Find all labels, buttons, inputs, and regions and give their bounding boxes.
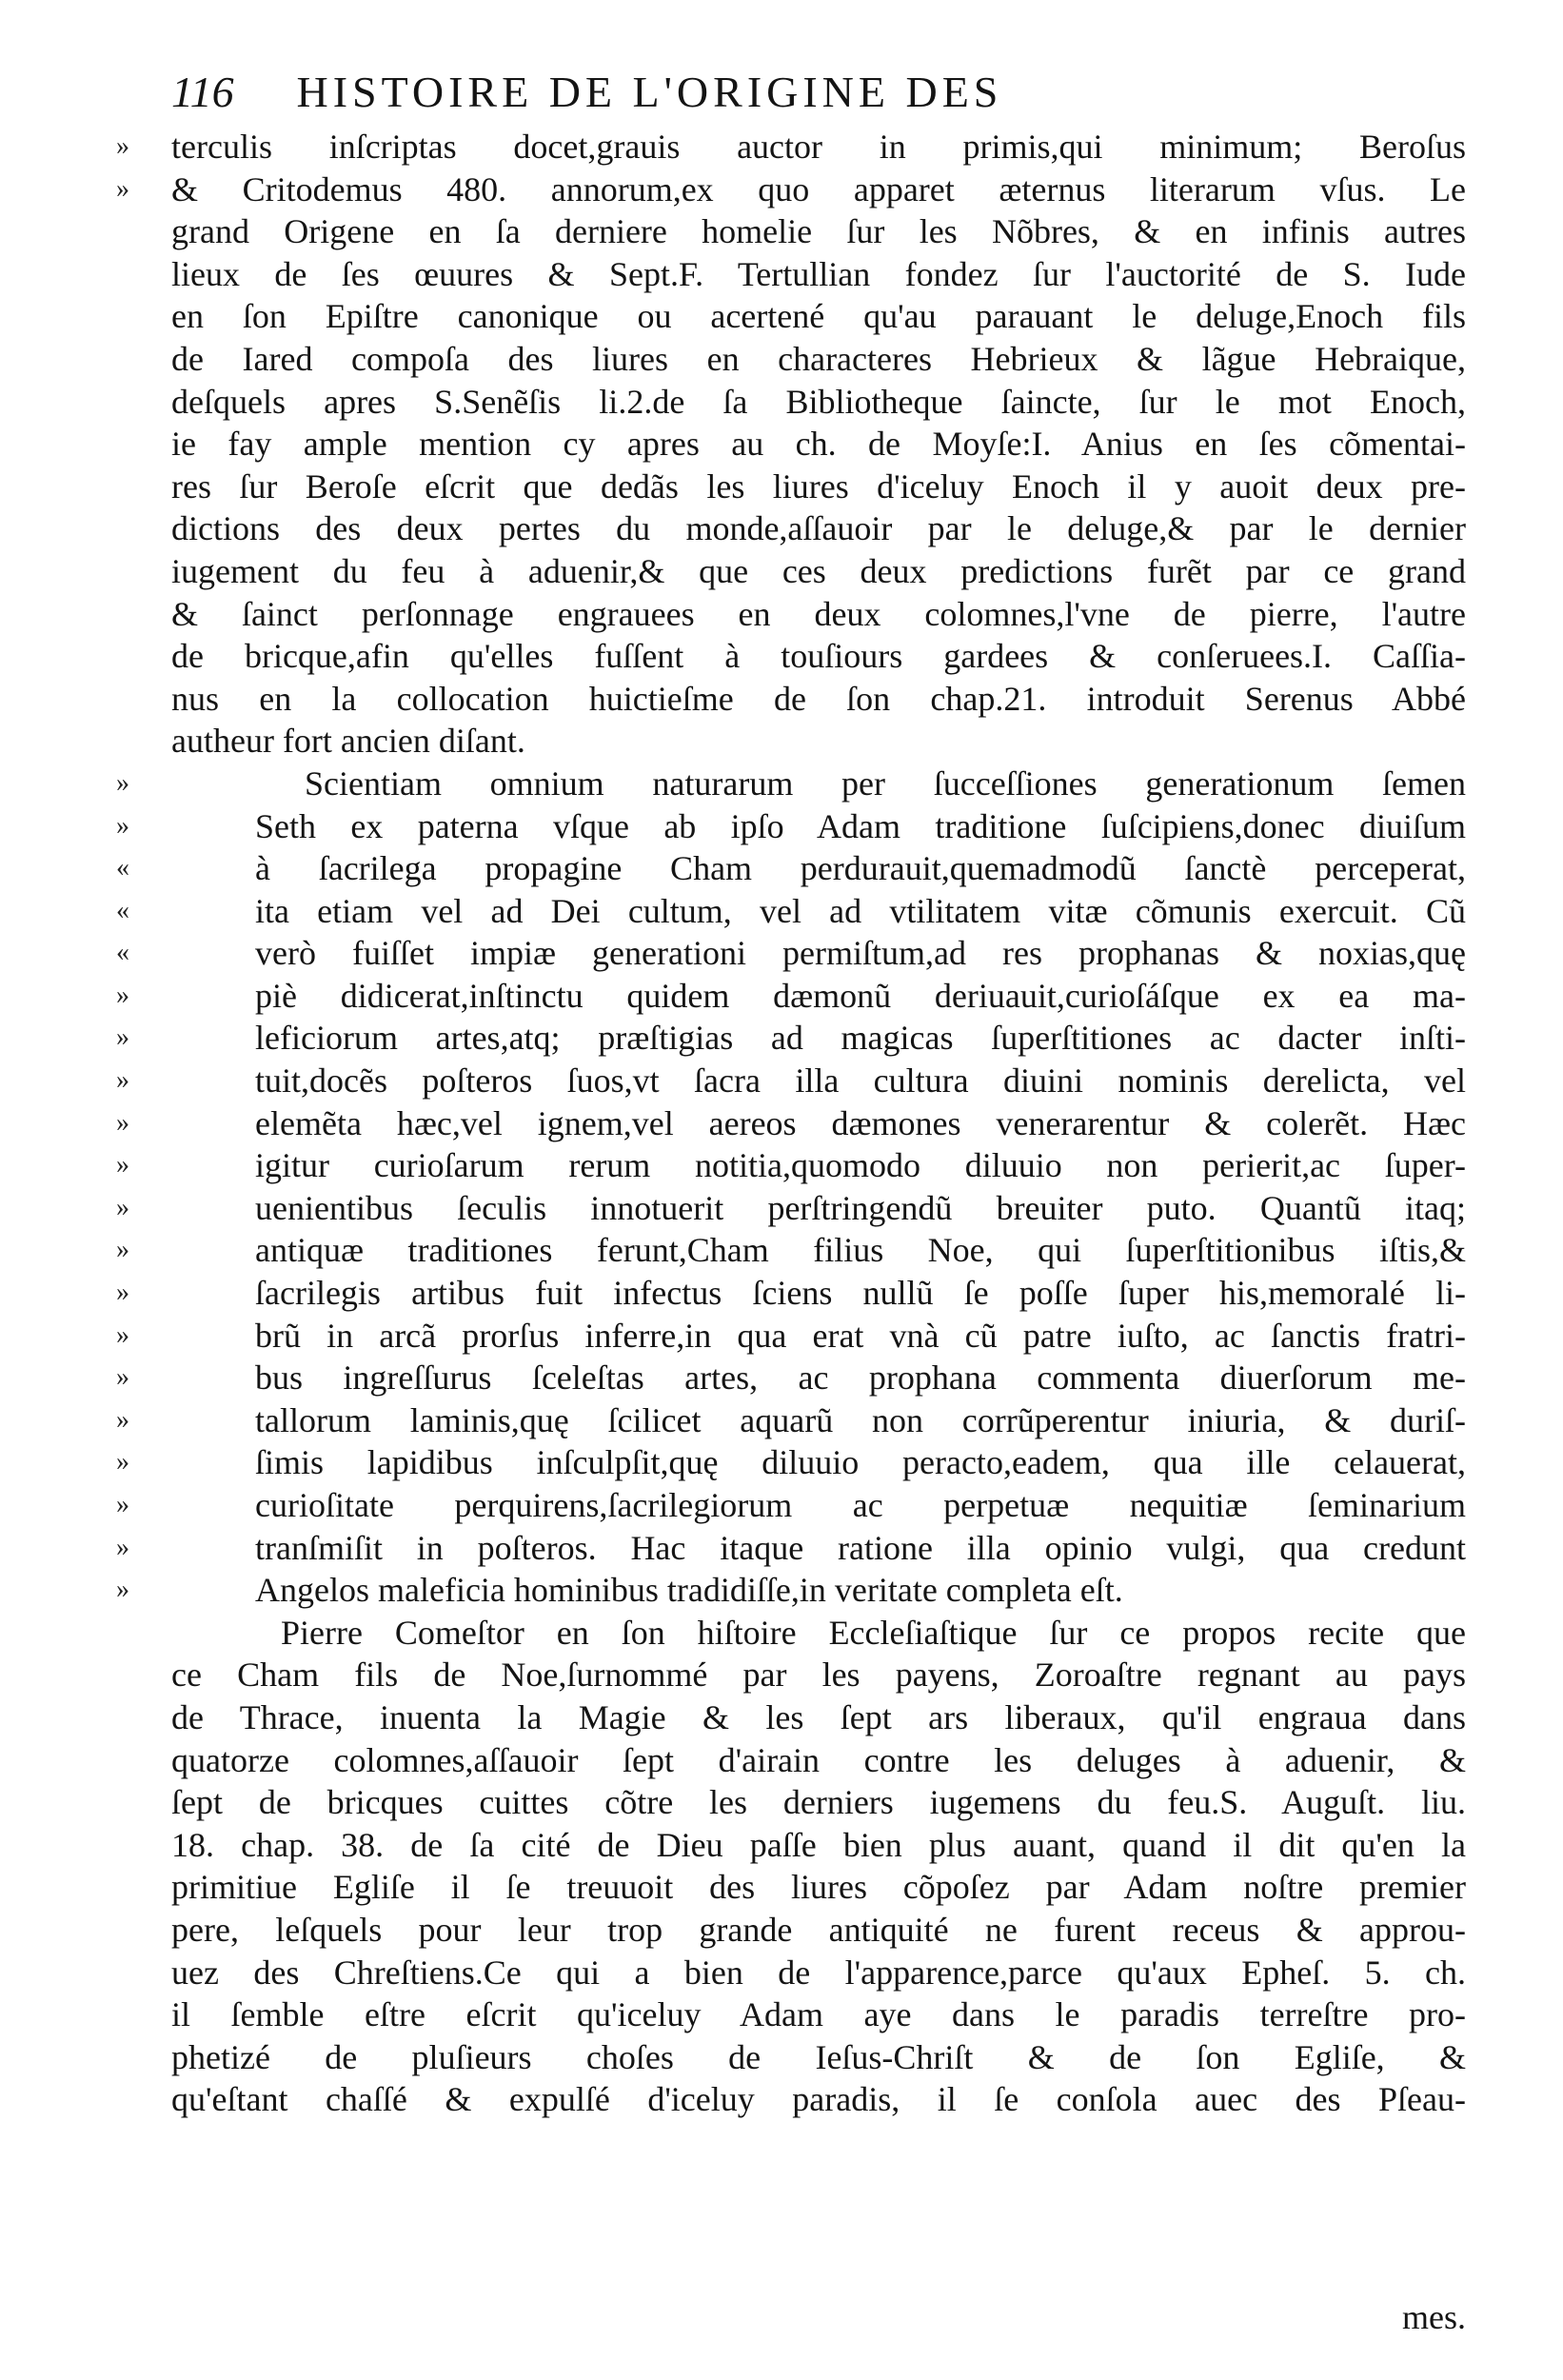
- text-line: [116, 763, 1466, 805]
- text-line: [116, 847, 1466, 890]
- text-line: [116, 1399, 1466, 1442]
- text-line: [171, 338, 1466, 381]
- line-text: res ſur Beroſe eſcrit que dedãs les liures d'iceluy Enoch il y auoit deux pre-: [171, 466, 1466, 506]
- text-line: [116, 1144, 1466, 1187]
- line-text: uenientibus ſeculis innotuerit perſtringendũ breuiter puto. Quantũ itaq;: [255, 1188, 1466, 1227]
- line-text: ſept de bricques cuittes cõtre les derniers iugemens du feu.S. Auguſt. liu.: [171, 1783, 1466, 1822]
- quotation-mark: »: [116, 767, 129, 798]
- quotation-mark: »: [116, 1447, 129, 1478]
- line-text: Angelos maleficia hominibus tradidiſſe,in veritate completa eſt.: [255, 1571, 1123, 1610]
- line-text: primitiue Egliſe il ſe treuuoit des liures cõpoſez par Adam noſtre premier: [171, 1868, 1466, 1907]
- line-text: phetizé de pluſieurs choſes de Ieſus-Chriſt & de ſon Egliſe, &: [171, 2037, 1466, 2076]
- text-line: [171, 1866, 1466, 1909]
- line-text: elemẽta hæc,vel ignem,vel aereos dæmones venerarentur & colerẽt. Hæc: [255, 1103, 1466, 1142]
- quotation-mark: «: [116, 938, 129, 968]
- quotation-mark: «: [116, 853, 129, 883]
- text-line: [171, 1654, 1466, 1696]
- line-text: de bricque,afin qu'elles fuſſent à touſiours gardees & conſeruees.I. Caſſia-: [171, 637, 1466, 676]
- text-line: [116, 932, 1466, 975]
- text-line: [171, 1612, 1466, 1655]
- line-text: tranſmiſit in poſteros. Hac itaque ratione illa opinio vulgi, qua credunt: [255, 1528, 1466, 1567]
- text-line: [171, 295, 1466, 338]
- line-text: dictions des deux pertes du monde,aſſauoir par le deluge,& par le dernier: [171, 509, 1466, 548]
- quotation-mark: »: [116, 1192, 129, 1222]
- line-text: lieux de ſes œuures & Sept.F. Tertullian fondez ſur l'auctorité de S. Iude: [171, 254, 1466, 293]
- text-line: [171, 1739, 1466, 1782]
- line-text: en ſon Epiſtre canonique ou acertené qu'au parauant le deluge,Enoch fils: [171, 297, 1466, 336]
- line-text: à ſacrilega propagine Cham perdurauit,quemadmodũ ſanctè perceperat,: [255, 849, 1466, 888]
- text-line: [116, 1484, 1466, 1527]
- quotation-mark: »: [116, 1362, 129, 1393]
- quotation-mark: »: [116, 1490, 129, 1519]
- line-text: autheur fort ancien diſant.: [171, 722, 525, 761]
- text-line: [116, 1315, 1466, 1358]
- page-number: 116: [171, 68, 234, 116]
- page-header: [171, 59, 1409, 126]
- text-line: [171, 593, 1466, 636]
- text-line: [171, 210, 1466, 253]
- line-text: & Critodemus 480. annorum,ex quo apparet æternus literarum vſus. Le: [171, 169, 1466, 208]
- text-line: [116, 805, 1466, 848]
- line-text: deſquels apres S.Senẽſis li.2.de ſa Bibliotheque ſaincte, ſur le mot Enoch,: [171, 382, 1466, 421]
- quotation-mark: »: [116, 1532, 129, 1562]
- line-text: terculis inſcriptas docet,grauis auctor in primis,qui minimum; Beroſus: [171, 128, 1466, 166]
- quotation-mark: »: [116, 1404, 129, 1435]
- text-line: [116, 1272, 1466, 1315]
- body-text: [116, 126, 1466, 2121]
- text-line: [116, 1229, 1466, 1272]
- quotation-mark: »: [116, 1319, 129, 1350]
- text-line: [171, 678, 1466, 721]
- line-text: leficiorum artes,atq; præſtigias ad magicas ſuperſtitiones ac dacter inſti-: [255, 1019, 1466, 1058]
- line-text: ſimis lapidibus inſculpſit,quę diluuio peracto,eadem, qua ille celauerat,: [255, 1443, 1466, 1482]
- quotation-mark: »: [116, 1150, 129, 1180]
- line-text: verò fuiſſet impiæ generationi permiſtum,ad res prophanas & noxias,quę: [255, 934, 1466, 973]
- line-text: Scientiam omnium naturarum per ſucceſſiones generationum ſemen: [305, 764, 1466, 803]
- line-text: ita etiam vel ad Dei cultum, vel ad vtilitatem vitæ cõmunis exercuit. Cũ: [255, 891, 1466, 930]
- line-text: ſacrilegis artibus fuit infectus ſciens nullũ ſe poſſe ſuper his,memoralé li-: [255, 1274, 1466, 1313]
- line-text: il ſemble eſtre eſcrit qu'iceluy Adam aye dans le paradis terreſtre pro-: [171, 1995, 1466, 2034]
- quotation-mark: »: [116, 131, 129, 161]
- line-text: bus ingreſſurus ſceleſtas artes, ac prophana commenta diuerſorum me-: [255, 1359, 1466, 1398]
- text-line: [171, 381, 1466, 424]
- quotation-mark: »: [116, 1235, 129, 1265]
- text-line: [171, 1952, 1466, 1994]
- catchword: mes.: [1402, 2298, 1466, 2336]
- line-text: tallorum laminis,quę ſcilicet aquarũ non corrũperentur iniuria, & duriſ-: [255, 1400, 1466, 1439]
- quotation-mark: »: [116, 1065, 129, 1096]
- line-text: ce Cham fils de Noe,ſurnommé par les payens, Zoroaſtre regnant au pays: [171, 1656, 1466, 1695]
- text-line: [116, 1187, 1466, 1230]
- quotation-mark: »: [116, 810, 129, 841]
- quotation-mark: »: [116, 1107, 129, 1138]
- line-text: & ſainct perſonnage engrauees en deux colomnes,l'vne de pierre, l'autre: [171, 594, 1466, 633]
- text-line: [116, 890, 1466, 933]
- line-text: antiquæ traditiones ferunt,Cham filius Noe, qui ſuperſtitionibus iſtis,&: [255, 1231, 1466, 1270]
- text-line: [171, 1824, 1466, 1867]
- line-text: brũ in arcã prorſus inferre,in qua erat vnà cũ patre iuſto, ac ſanctis fratri-: [255, 1316, 1466, 1355]
- text-line: [171, 720, 1466, 763]
- line-text: uez des Chreſtiens.Ce qui a bien de l'apparence,parce qu'aux Epheſ. 5. ch.: [171, 1953, 1466, 1992]
- text-line: [171, 2036, 1466, 2079]
- quotation-mark: »: [116, 1022, 129, 1053]
- text-line: [171, 1781, 1466, 1824]
- text-line: [116, 1357, 1466, 1399]
- text-line: [171, 507, 1466, 550]
- text-line: [116, 1527, 1466, 1570]
- text-line: [116, 1102, 1466, 1145]
- line-text: tuit,docẽs poſteros ſuos,vt ſacra illa cultura diuini nominis derelicta, vel: [255, 1061, 1466, 1101]
- text-line: [171, 253, 1466, 296]
- line-text: nus en la collocation huictieſme de ſon chap.21. introduit Serenus Abbé: [171, 679, 1466, 718]
- line-text: ie fay ample mention cy apres au ch. de Moyſe:I. Anius en ſes cõmentai-: [171, 425, 1466, 464]
- text-line: [116, 169, 1466, 211]
- text-line: [171, 423, 1466, 466]
- line-text: piè didicerat,inſtinctu quidem dæmonũ deriuauit,curioſáſque ex ea ma-: [255, 976, 1466, 1015]
- quotation-mark: »: [116, 1575, 129, 1605]
- line-text: pere, leſquels pour leur trop grande antiquité ne furent receus & approu-: [171, 1910, 1466, 1949]
- line-text: qu'eſtant chaſſé & expulſé d'iceluy paradis, il ſe conſola auec des Pſeau-: [171, 2080, 1466, 2119]
- line-text: grand Origene en ſa derniere homelie ſur les Nõbres, & en infinis autres: [171, 212, 1466, 251]
- quotation-mark: «: [116, 895, 129, 925]
- text-line: [116, 1017, 1466, 1060]
- text-line: [116, 1060, 1466, 1102]
- text-line: [171, 550, 1466, 593]
- text-line: [116, 1441, 1466, 1484]
- line-text: Pierre Comeſtor en ſon hiſtoire Eccleſiaſtique ſur ce propos recite que: [281, 1613, 1466, 1652]
- text-line: [171, 2078, 1466, 2121]
- text-line: [171, 466, 1466, 508]
- line-text: curioſitate perquirens,ſacrilegiorum ac perpetuæ nequitiæ ſeminarium: [255, 1486, 1466, 1524]
- text-line: [171, 1696, 1466, 1739]
- line-text: igitur curioſarum rerum notitia,quomodo diluuio non perierit,ac ſuper-: [255, 1146, 1466, 1185]
- text-line: [171, 1909, 1466, 1952]
- line-text: de Thrace, inuenta la Magie & les ſept ars liberaux, qu'il engraua dans: [171, 1697, 1466, 1736]
- text-line: [116, 1569, 1466, 1612]
- text-line: [116, 126, 1466, 169]
- line-text: iugement du feu à aduenir,& que ces deux predictions furẽt par ce grand: [171, 551, 1466, 590]
- running-title: HISTOIRE DE L'ORIGINE DES: [296, 68, 1003, 116]
- text-line: [171, 1993, 1466, 2036]
- line-text: Seth ex paterna vſque ab ipſo Adam traditione ſuſcipiens,donec diuiſum: [255, 806, 1466, 845]
- quotation-mark: »: [116, 173, 129, 204]
- line-text: quatorze colomnes,aſſauoir ſept d'airain contre les deluges à aduenir, &: [171, 1740, 1466, 1779]
- quotation-mark: »: [116, 1278, 129, 1308]
- text-line: [116, 975, 1466, 1018]
- text-line: [171, 635, 1466, 678]
- quotation-mark: »: [116, 980, 129, 1010]
- line-text: 18. chap. 38. de ſa cité de Dieu paſſe bien plus auant, quand il dit qu'en la: [171, 1825, 1466, 1864]
- line-text: de Iared compoſa des liures en characteres Hebrieux & lãgue Hebraique,: [171, 339, 1466, 378]
